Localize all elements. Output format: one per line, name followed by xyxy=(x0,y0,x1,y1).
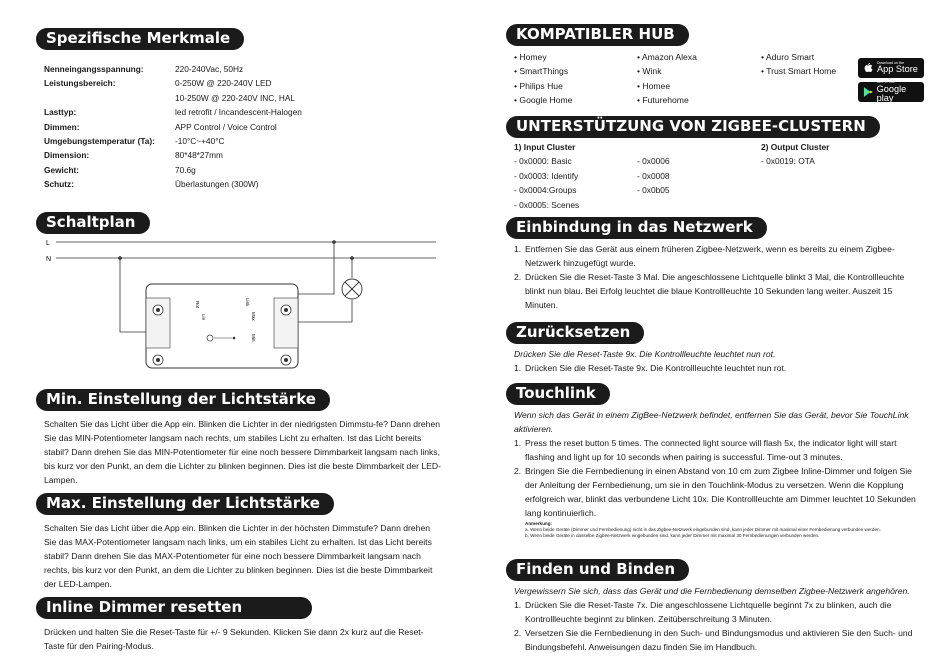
find-bind-steps xyxy=(514,598,926,654)
min-potentiometer xyxy=(207,335,213,341)
spec-key: Dimmen: xyxy=(44,121,80,132)
touchlink-intro: Wenn sich das Gerät in einem ZigBee-Netzwerk befindet, entfernen Sie das Gerät, bevor Sie TouchLink aktivieren. xyxy=(514,410,909,434)
terminal-label-rot: Rot xyxy=(195,301,200,309)
step-item xyxy=(514,598,926,626)
max-section xyxy=(36,493,446,591)
find-bind-section xyxy=(506,559,926,654)
hub-col-1 xyxy=(514,50,637,108)
note-a: a. Wenn beide Geräte (Dimmer und Fernbedienung) nicht in das Zigbee-Netzwerk eingebunden sind, kann jeder Dimmer mit maximal einer Fernbedienung verbunden werden. xyxy=(525,527,881,532)
spec-value: 10-250W @ 220-240V INC, HAL xyxy=(175,92,296,103)
lamp-icon xyxy=(342,279,362,299)
spec-value: 0-250W @ 220-240V LED xyxy=(175,78,272,89)
terminal-label-max: Max xyxy=(251,312,256,321)
step-number: 1. xyxy=(514,438,522,448)
spec-key: Dimension: xyxy=(44,150,90,161)
reset-heading: Inline Dimmer resetten xyxy=(36,597,312,619)
input-cluster-col1 xyxy=(514,140,637,212)
zigbee-heading: UNTERSTÜTZUNG VON ZIGBEE-CLUSTERN xyxy=(506,116,880,138)
touchlink-section xyxy=(506,383,926,539)
step-number: 1. xyxy=(514,600,522,610)
step-text: Versetzen Sie die Fernbedienung in den Such- und Bindungsmodus und aktivieren Sie den Such- und Bindungsbefehl. Anweisungen dazu finden Sie im Handbuch. xyxy=(525,628,913,652)
dimmer-device xyxy=(146,284,298,368)
specs-table xyxy=(44,62,446,192)
hub-item: • Aduro Smart xyxy=(761,52,815,62)
spec-key: Leistungsbereich: xyxy=(44,78,116,89)
find-bind-heading: Finden und Binden xyxy=(506,559,689,581)
schaltplan-heading: Schaltplan xyxy=(36,212,150,234)
min-section xyxy=(36,389,446,487)
step-text: Drücken Sie die Reset-Taste 9x. Die Kontrollleuchte leuchtet nun rot. xyxy=(525,363,787,373)
spec-value: 70.6g xyxy=(175,164,196,175)
step-number: 1. xyxy=(514,363,522,373)
factory-reset-intro: Drücken Sie die Reset-Taste 9x. Die Kontrollleuchte leuchtet nun rot. xyxy=(514,349,776,359)
step-text: Drücken Sie die Reset-Taste 3 Mal. Die angeschlossene Lichtquelle blinkt 3 Mal, die Kontrollleuchte blinkt nun blau. Bei Erfolg leuchtet die blaue Kontrollleuchte 10 Sekunden lang weiter. Auszeit 15 Minuten. xyxy=(525,272,905,310)
hub-item: • Futurehome xyxy=(637,95,689,106)
step-item xyxy=(514,464,926,520)
factory-reset-steps xyxy=(514,361,924,375)
google-play-icon xyxy=(862,86,874,98)
cluster-item: - 0x0003: Identify xyxy=(514,170,579,181)
step-text: Press the reset button 5 times. The connected light source will flash 5x, the indicator light will start flashing and light up for 10 seconds when pairing is successful. Time-out 3 minutes. xyxy=(525,438,897,462)
factory-reset-heading: Zurücksetzen xyxy=(506,322,644,344)
terminal-label-min: Min. xyxy=(251,334,256,343)
max-heading: Max. Einstellung der Lichtstärke xyxy=(36,493,334,515)
wire-n-in xyxy=(120,258,146,332)
spec-key xyxy=(44,91,175,105)
apple-icon xyxy=(862,62,874,74)
min-heading: Min. Einstellung der Lichtstärke xyxy=(36,389,330,411)
step-text: Drücken Sie die Reset-Taste 7x. Die angeschlossene Lichtquelle beginnt 7x zu blinken, auch die Kontrollleuchte beginnt zu blinken. Zeitüberschreitung 3 Minuten. xyxy=(525,600,892,624)
wire-label-l: L xyxy=(46,240,50,247)
app-store-badge[interactable] xyxy=(858,58,924,78)
spec-key: Lasttyp: xyxy=(44,107,77,118)
network-steps xyxy=(514,242,924,312)
wire-label-n: N xyxy=(46,256,52,263)
touchlink-steps xyxy=(514,436,926,520)
cluster-item: - 0x0000: Basic xyxy=(514,156,572,167)
spec-key: Gewicht: xyxy=(44,164,80,175)
app-store-small: Download on the xyxy=(877,60,904,65)
network-section xyxy=(506,217,926,312)
note-heading: Anmerkung: xyxy=(525,521,553,526)
input-cluster-list-1 xyxy=(514,154,637,212)
google-play-badge[interactable] xyxy=(858,82,924,102)
step-number: 2. xyxy=(514,628,522,638)
hub-item: • Philips Hue xyxy=(514,80,563,91)
network-heading: Einbindung in das Netzwerk xyxy=(506,217,767,239)
step-item xyxy=(514,270,924,312)
reset-text: Drücken und halten Sie die Reset-Taste für +/- 9 Sekunden. Klicken Sie dann 2x kurz auf die Reset-Taste für den Pairing-Modus. xyxy=(44,627,424,651)
hub-heading: KOMPATIBLER HUB xyxy=(506,24,689,46)
step-item xyxy=(514,361,924,375)
specs-heading: Spezifische Merkmale xyxy=(36,28,244,50)
terminal-label-lin: Lin xyxy=(201,314,206,321)
hub-item: • Homey xyxy=(514,52,547,62)
cluster-item: - 0x0005: Scenes xyxy=(514,199,580,210)
min-text: Schalten Sie das Licht über die App ein. Blinken die Lichter in der niedrigsten Dimmstu-fe? Dann drehen Sie das MIN-Potentiometer langsam nach rechts, um stabiles Licht zu erhalten. Ist das Licht bereits stabil? Dann drehen Sie das MIN-Potentiometer für eine noch bessere Dimmbarkeit langsam nach links, bis kurz vor den Punkt, an dem die Lichter zu blinken beginnen. Dies ist die beste Dimmbarkeit der LED-Lampen. xyxy=(44,419,441,485)
spec-value: -10°C~+40°C xyxy=(175,136,225,147)
input-cluster-list-2 xyxy=(637,154,761,197)
cluster-item: - 0x0019: OTA xyxy=(761,156,815,167)
spec-value: led retrofit / Incandescent-Halogen xyxy=(175,107,302,118)
hub-col-2 xyxy=(637,50,761,108)
cluster-item: - 0x0006 xyxy=(637,156,670,167)
google-play-big: Google play xyxy=(876,83,907,103)
cluster-item: - 0x0004:Groups xyxy=(514,185,577,196)
output-cluster-list xyxy=(761,154,881,168)
find-bind-intro: Vergewissern Sie sich, dass das Gerät und die Fernbedienung demselben Zigbee-Netzwerk angehören. xyxy=(514,586,910,596)
hub-item: • Amazon Alexa xyxy=(637,52,697,62)
terminal-label-link: Link xyxy=(245,298,250,307)
zigbee-section xyxy=(506,116,926,212)
hub-col-3 xyxy=(761,50,861,108)
spec-value: 220-240Vac, 50Hz xyxy=(175,64,244,74)
note-b: b. Wenn beide Geräte in dasselbe Zigbee-Netzwerk eingebunden sind, kann jeder Dimmer mit maximal 30 Fernbedienungen verbunden werden. xyxy=(525,533,820,538)
max-text: Schalten Sie das Licht über die App ein. Blinken die Lichter in der höchsten Dimmstufe? Dann drehen Sie das MAX-Potentiometer langsam nach links, um ein stabiles Licht zu erhalten. Ist das Licht bereits stabil? Dann drehen Sie das MAX-Potentiometer für eine noch bessere Dimmbarkeit langsam nach rechts, bis kurz vor den Punkt, an dem die Lichter zu blinken beginnen. Dies ist die beste Dimmbarkeit der LED-Lampen. xyxy=(44,523,433,589)
hub-item: • Google Home xyxy=(514,95,573,106)
step-text: Entfernen Sie das Gerät aus einem früheren Zigbee-Netzwerk, wenn es bereits zu einem Zigbee-Netzwerk hinzugefügt wurde. xyxy=(525,244,895,268)
spec-key: Schutz: xyxy=(44,179,74,190)
step-number: 2. xyxy=(514,466,522,476)
spec-value: 80*48*27mm xyxy=(175,150,223,161)
step-item xyxy=(514,436,926,464)
step-number: 2. xyxy=(514,272,522,282)
spec-key: Nenneingangsspannung: xyxy=(44,64,144,74)
hub-item: • Homee xyxy=(637,80,671,91)
step-item xyxy=(514,626,926,654)
touchlink-note xyxy=(525,521,926,539)
step-number: 1. xyxy=(514,244,522,254)
touchlink-heading: Touchlink xyxy=(506,383,610,405)
hub-item: • SmartThings xyxy=(514,66,569,77)
reset-section xyxy=(36,597,446,653)
step-item xyxy=(514,242,924,270)
input-cluster-col2 xyxy=(637,140,761,212)
output-cluster-heading: 2) Output Cluster xyxy=(761,142,830,152)
cluster-item: - 0x0b05 xyxy=(637,185,670,196)
spec-key: Umgebungstemperatur (Ta): xyxy=(44,136,155,147)
cluster-table xyxy=(514,140,926,212)
input-cluster-heading: 1) Input Cluster xyxy=(514,142,576,152)
output-cluster-col xyxy=(761,140,881,212)
spec-value: APP Control / Voice Control xyxy=(175,121,277,132)
schaltplan-section xyxy=(36,212,446,234)
hub-item: • Trust Smart Home xyxy=(761,66,837,77)
factory-reset-section xyxy=(506,322,926,375)
wiring-diagram xyxy=(36,232,446,382)
spec-value: Überlastungen (300W) xyxy=(175,179,259,190)
app-store-big: App Store xyxy=(877,64,918,75)
google-play-small: GET IT ON xyxy=(876,80,895,84)
specs-section xyxy=(36,28,446,192)
step-text: Bringen Sie die Fernbedienung in einen Abstand von 10 cm zum Zigbee Inline-Dimmer und folgen Sie der Anleitung der Fernbedienung, um sie in den Touchlink-Modus zu versetzen. Wenn die Kopplung erfolgreich war, blinkt das verbundene Licht 10x. Die Kontrollleuchte am Dimmer leuchtet 10 Sekunden lang kontinuierlich. xyxy=(525,466,916,518)
hub-item: • Wink xyxy=(637,66,662,77)
cluster-item: - 0x0008 xyxy=(637,170,670,181)
